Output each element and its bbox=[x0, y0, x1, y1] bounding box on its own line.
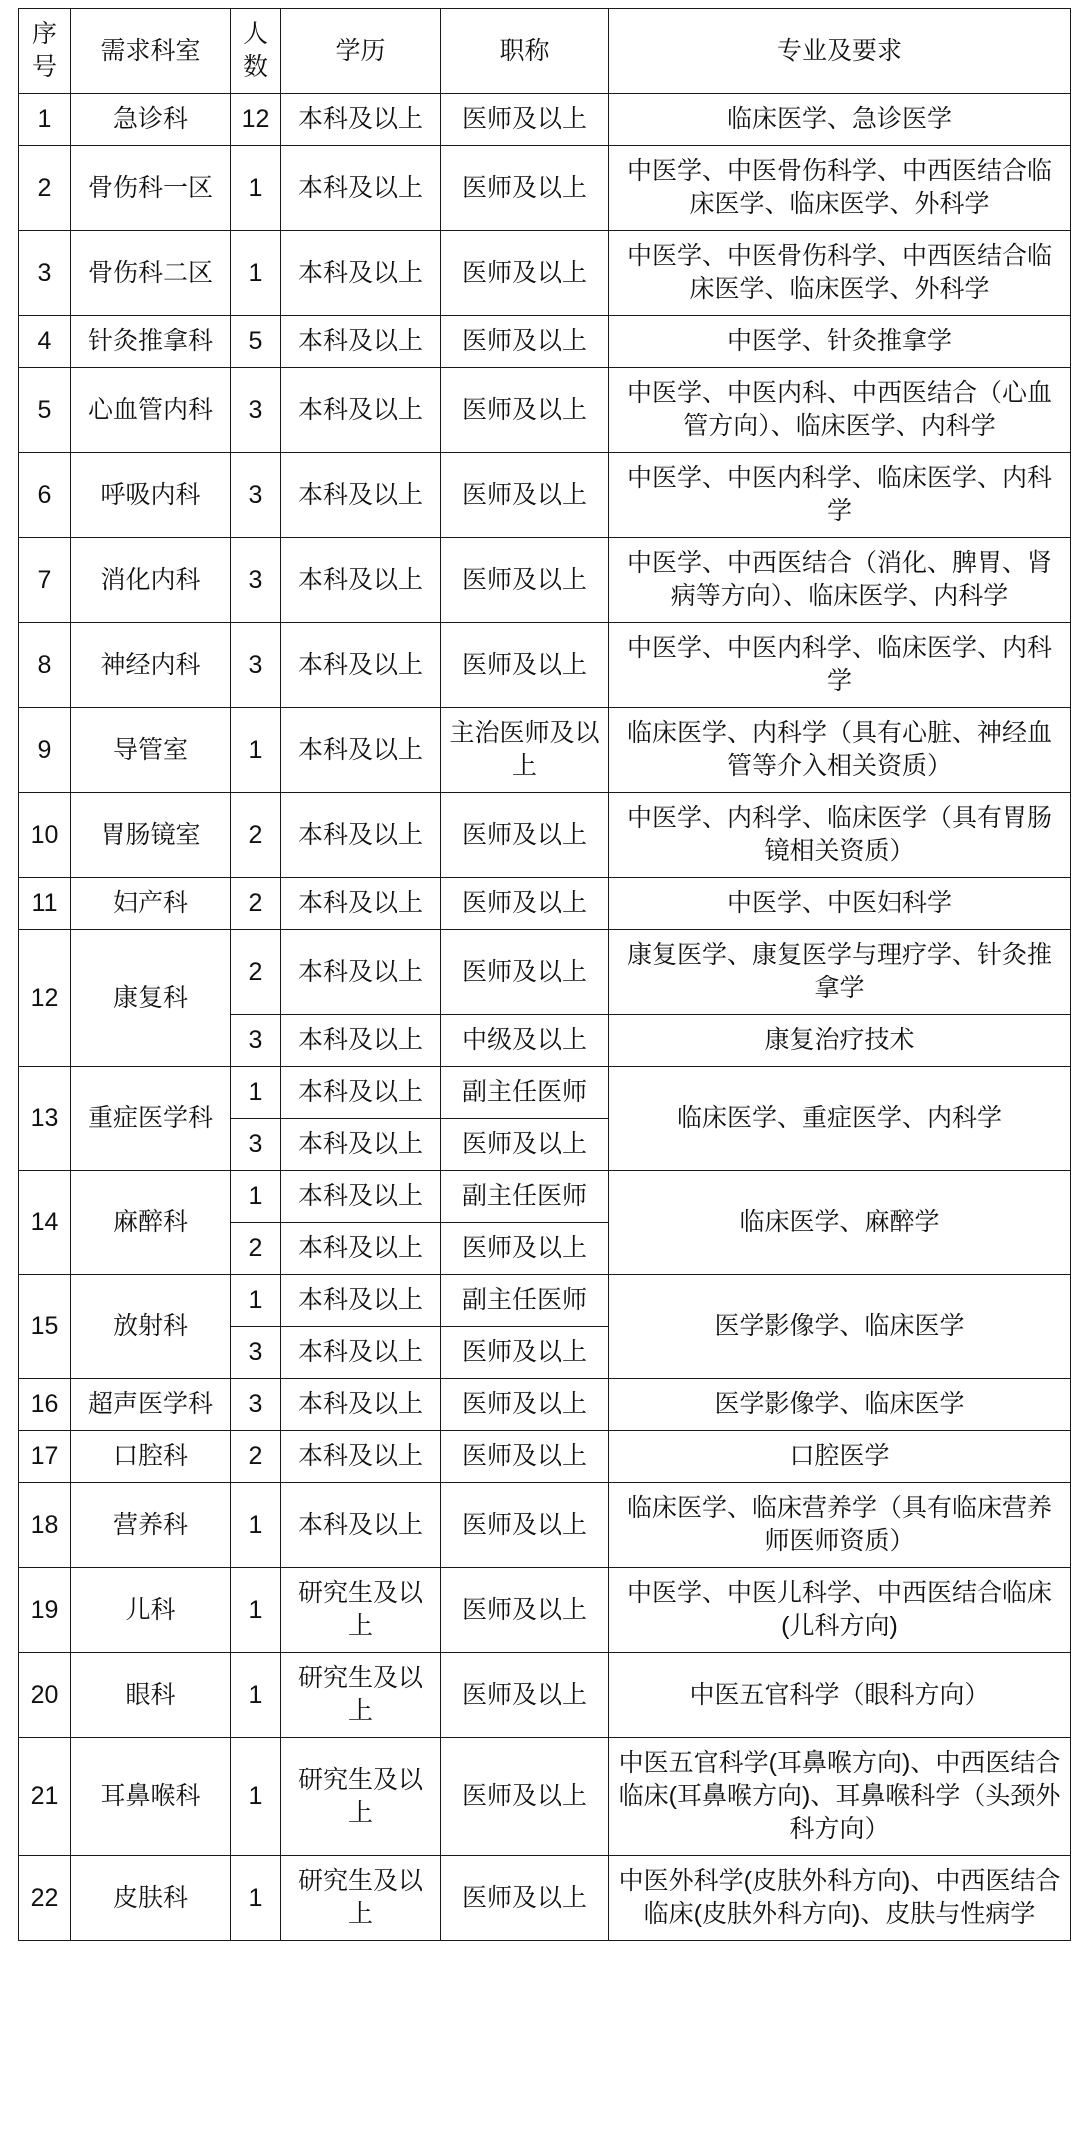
cell-department: 消化内科 bbox=[71, 538, 231, 623]
cell-headcount: 1 bbox=[231, 231, 281, 316]
cell-headcount: 1 bbox=[231, 708, 281, 793]
cell-education: 本科及以上 bbox=[281, 1483, 441, 1568]
cell-major-requirements: 中医学、内科学、临床医学（具有胃肠镜相关资质） bbox=[609, 793, 1071, 878]
cell-seq: 9 bbox=[19, 708, 71, 793]
cell-job-title: 医师及以上 bbox=[441, 1856, 609, 1941]
cell-education: 本科及以上 bbox=[281, 538, 441, 623]
cell-seq: 4 bbox=[19, 316, 71, 368]
cell-major-requirements: 中医学、中医内科、中西医结合（心血管方向）、临床医学、内科学 bbox=[609, 368, 1071, 453]
table-header bbox=[19, 9, 1071, 94]
table-row bbox=[19, 878, 1071, 930]
column-header-edu: 学历 bbox=[281, 9, 441, 94]
cell-major-requirements: 康复治疗技术 bbox=[609, 1015, 1071, 1067]
cell-seq: 12 bbox=[19, 930, 71, 1067]
cell-job-title: 医师及以上 bbox=[441, 930, 609, 1015]
cell-job-title: 医师及以上 bbox=[441, 1483, 609, 1568]
cell-job-title: 医师及以上 bbox=[441, 793, 609, 878]
cell-department: 针灸推拿科 bbox=[71, 316, 231, 368]
cell-job-title: 医师及以上 bbox=[441, 538, 609, 623]
cell-job-title: 医师及以上 bbox=[441, 368, 609, 453]
cell-job-title: 医师及以上 bbox=[441, 1738, 609, 1856]
cell-job-title: 医师及以上 bbox=[441, 146, 609, 231]
cell-education: 本科及以上 bbox=[281, 146, 441, 231]
cell-job-title: 中级及以上 bbox=[441, 1015, 609, 1067]
cell-job-title: 医师及以上 bbox=[441, 1327, 609, 1379]
cell-seq: 18 bbox=[19, 1483, 71, 1568]
cell-seq: 11 bbox=[19, 878, 71, 930]
cell-seq: 14 bbox=[19, 1171, 71, 1275]
table-row bbox=[19, 1379, 1071, 1431]
cell-seq: 15 bbox=[19, 1275, 71, 1379]
table-row bbox=[19, 1275, 1071, 1327]
cell-headcount: 1 bbox=[231, 1738, 281, 1856]
cell-headcount: 2 bbox=[231, 878, 281, 930]
cell-education: 本科及以上 bbox=[281, 1223, 441, 1275]
cell-job-title: 主治医师及以上 bbox=[441, 708, 609, 793]
table-body bbox=[19, 94, 1071, 1941]
cell-education: 本科及以上 bbox=[281, 316, 441, 368]
cell-major-requirements: 中医学、中医内科学、临床医学、内科学 bbox=[609, 453, 1071, 538]
cell-headcount: 3 bbox=[231, 623, 281, 708]
recruitment-table bbox=[18, 8, 1071, 1941]
cell-headcount: 3 bbox=[231, 368, 281, 453]
table-row bbox=[19, 1738, 1071, 1856]
cell-headcount: 1 bbox=[231, 1483, 281, 1568]
cell-job-title: 副主任医师 bbox=[441, 1171, 609, 1223]
cell-department: 超声医学科 bbox=[71, 1379, 231, 1431]
cell-headcount: 1 bbox=[231, 1856, 281, 1941]
cell-major-requirements: 临床医学、急诊医学 bbox=[609, 94, 1071, 146]
table-row bbox=[19, 368, 1071, 453]
table-header-row bbox=[19, 9, 1071, 94]
cell-department: 胃肠镜室 bbox=[71, 793, 231, 878]
cell-headcount: 3 bbox=[231, 538, 281, 623]
column-header-dept: 需求科室 bbox=[71, 9, 231, 94]
cell-job-title: 医师及以上 bbox=[441, 623, 609, 708]
cell-department: 口腔科 bbox=[71, 1431, 231, 1483]
cell-department: 皮肤科 bbox=[71, 1856, 231, 1941]
cell-seq: 6 bbox=[19, 453, 71, 538]
cell-job-title: 医师及以上 bbox=[441, 1653, 609, 1738]
cell-major-requirements: 中医学、中医骨伤科学、中西医结合临床医学、临床医学、外科学 bbox=[609, 146, 1071, 231]
cell-major-requirements: 中医学、中医妇科学 bbox=[609, 878, 1071, 930]
cell-job-title: 医师及以上 bbox=[441, 94, 609, 146]
cell-seq: 10 bbox=[19, 793, 71, 878]
cell-department: 骨伤科二区 bbox=[71, 231, 231, 316]
cell-headcount: 1 bbox=[231, 1653, 281, 1738]
cell-major-requirements: 口腔医学 bbox=[609, 1431, 1071, 1483]
cell-job-title: 副主任医师 bbox=[441, 1067, 609, 1119]
cell-education: 本科及以上 bbox=[281, 878, 441, 930]
cell-education: 研究生及以上 bbox=[281, 1738, 441, 1856]
cell-headcount: 1 bbox=[231, 1171, 281, 1223]
cell-department: 骨伤科一区 bbox=[71, 146, 231, 231]
cell-job-title: 医师及以上 bbox=[441, 1223, 609, 1275]
cell-education: 本科及以上 bbox=[281, 623, 441, 708]
cell-seq: 2 bbox=[19, 146, 71, 231]
cell-department: 急诊科 bbox=[71, 94, 231, 146]
cell-headcount: 3 bbox=[231, 1119, 281, 1171]
cell-headcount: 12 bbox=[231, 94, 281, 146]
cell-job-title: 医师及以上 bbox=[441, 231, 609, 316]
cell-education: 研究生及以上 bbox=[281, 1856, 441, 1941]
cell-department: 呼吸内科 bbox=[71, 453, 231, 538]
table-row bbox=[19, 316, 1071, 368]
column-header-num: 人数 bbox=[231, 9, 281, 94]
cell-seq: 7 bbox=[19, 538, 71, 623]
cell-job-title: 医师及以上 bbox=[441, 1431, 609, 1483]
table-row bbox=[19, 1856, 1071, 1941]
cell-department: 儿科 bbox=[71, 1568, 231, 1653]
table-row bbox=[19, 623, 1071, 708]
cell-department: 心血管内科 bbox=[71, 368, 231, 453]
cell-job-title: 医师及以上 bbox=[441, 453, 609, 538]
cell-seq: 19 bbox=[19, 1568, 71, 1653]
cell-headcount: 1 bbox=[231, 1275, 281, 1327]
cell-department: 神经内科 bbox=[71, 623, 231, 708]
cell-headcount: 2 bbox=[231, 1223, 281, 1275]
cell-seq: 1 bbox=[19, 94, 71, 146]
cell-headcount: 2 bbox=[231, 793, 281, 878]
cell-major-requirements: 中医五官科学(耳鼻喉方向)、中西医结合临床(耳鼻喉方向)、耳鼻喉科学（头颈外科方向） bbox=[609, 1738, 1071, 1856]
cell-department: 营养科 bbox=[71, 1483, 231, 1568]
cell-seq: 17 bbox=[19, 1431, 71, 1483]
cell-seq: 21 bbox=[19, 1738, 71, 1856]
cell-major-requirements: 中医五官科学（眼科方向） bbox=[609, 1653, 1071, 1738]
cell-headcount: 3 bbox=[231, 1327, 281, 1379]
cell-department: 放射科 bbox=[71, 1275, 231, 1379]
cell-seq: 13 bbox=[19, 1067, 71, 1171]
cell-headcount: 2 bbox=[231, 1431, 281, 1483]
cell-major-requirements: 中医学、中医骨伤科学、中西医结合临床医学、临床医学、外科学 bbox=[609, 231, 1071, 316]
cell-headcount: 1 bbox=[231, 146, 281, 231]
table-row bbox=[19, 94, 1071, 146]
cell-major-requirements: 康复医学、康复医学与理疗学、针灸推拿学 bbox=[609, 930, 1071, 1015]
cell-major-requirements: 中医外科学(皮肤外科方向)、中西医结合临床(皮肤外科方向)、皮肤与性病学 bbox=[609, 1856, 1071, 1941]
cell-education: 本科及以上 bbox=[281, 368, 441, 453]
cell-department: 眼科 bbox=[71, 1653, 231, 1738]
cell-seq: 5 bbox=[19, 368, 71, 453]
cell-job-title: 医师及以上 bbox=[441, 1379, 609, 1431]
cell-education: 本科及以上 bbox=[281, 231, 441, 316]
cell-headcount: 5 bbox=[231, 316, 281, 368]
cell-seq: 16 bbox=[19, 1379, 71, 1431]
cell-department: 康复科 bbox=[71, 930, 231, 1067]
cell-education: 研究生及以上 bbox=[281, 1653, 441, 1738]
cell-education: 本科及以上 bbox=[281, 1067, 441, 1119]
cell-department: 耳鼻喉科 bbox=[71, 1738, 231, 1856]
cell-major-requirements: 医学影像学、临床医学 bbox=[609, 1379, 1071, 1431]
cell-education: 研究生及以上 bbox=[281, 1568, 441, 1653]
cell-job-title: 医师及以上 bbox=[441, 878, 609, 930]
cell-job-title: 医师及以上 bbox=[441, 316, 609, 368]
cell-job-title: 医师及以上 bbox=[441, 1119, 609, 1171]
cell-education: 本科及以上 bbox=[281, 793, 441, 878]
cell-education: 本科及以上 bbox=[281, 1431, 441, 1483]
table-row bbox=[19, 453, 1071, 538]
table-row bbox=[19, 793, 1071, 878]
cell-headcount: 1 bbox=[231, 1568, 281, 1653]
cell-major-requirements: 中医学、中医儿科学、中西医结合临床(儿科方向) bbox=[609, 1568, 1071, 1653]
cell-education: 本科及以上 bbox=[281, 1171, 441, 1223]
cell-education: 本科及以上 bbox=[281, 1327, 441, 1379]
table-row bbox=[19, 1067, 1071, 1119]
cell-seq: 3 bbox=[19, 231, 71, 316]
cell-education: 本科及以上 bbox=[281, 1379, 441, 1431]
column-header-major: 专业及要求 bbox=[609, 9, 1071, 94]
cell-job-title: 副主任医师 bbox=[441, 1275, 609, 1327]
cell-education: 本科及以上 bbox=[281, 930, 441, 1015]
table-row bbox=[19, 930, 1071, 1015]
cell-education: 本科及以上 bbox=[281, 453, 441, 538]
cell-seq: 20 bbox=[19, 1653, 71, 1738]
cell-department: 重症医学科 bbox=[71, 1067, 231, 1171]
table-row bbox=[19, 1568, 1071, 1653]
cell-major-requirements: 临床医学、麻醉学 bbox=[609, 1171, 1071, 1275]
table-row bbox=[19, 1483, 1071, 1568]
cell-education: 本科及以上 bbox=[281, 1015, 441, 1067]
cell-headcount: 2 bbox=[231, 930, 281, 1015]
cell-education: 本科及以上 bbox=[281, 1275, 441, 1327]
cell-job-title: 医师及以上 bbox=[441, 1568, 609, 1653]
cell-department: 麻醉科 bbox=[71, 1171, 231, 1275]
cell-headcount: 3 bbox=[231, 1015, 281, 1067]
table-row bbox=[19, 146, 1071, 231]
table-row bbox=[19, 1653, 1071, 1738]
cell-education: 本科及以上 bbox=[281, 1119, 441, 1171]
table-row bbox=[19, 538, 1071, 623]
cell-seq: 8 bbox=[19, 623, 71, 708]
table-row bbox=[19, 231, 1071, 316]
cell-headcount: 1 bbox=[231, 1067, 281, 1119]
cell-headcount: 3 bbox=[231, 1379, 281, 1431]
cell-major-requirements: 临床医学、临床营养学（具有临床营养师医师资质） bbox=[609, 1483, 1071, 1568]
cell-major-requirements: 医学影像学、临床医学 bbox=[609, 1275, 1071, 1379]
table-row bbox=[19, 708, 1071, 793]
cell-education: 本科及以上 bbox=[281, 94, 441, 146]
cell-major-requirements: 中医学、中医内科学、临床医学、内科学 bbox=[609, 623, 1071, 708]
cell-major-requirements: 临床医学、内科学（具有心脏、神经血管等介入相关资质） bbox=[609, 708, 1071, 793]
cell-major-requirements: 临床医学、重症医学、内科学 bbox=[609, 1067, 1071, 1171]
cell-department: 导管室 bbox=[71, 708, 231, 793]
cell-department: 妇产科 bbox=[71, 878, 231, 930]
column-header-title: 职称 bbox=[441, 9, 609, 94]
cell-headcount: 3 bbox=[231, 453, 281, 538]
table-row bbox=[19, 1431, 1071, 1483]
cell-seq: 22 bbox=[19, 1856, 71, 1941]
column-header-seq: 序号 bbox=[19, 9, 71, 94]
cell-major-requirements: 中医学、中西医结合（消化、脾胃、肾病等方向）、临床医学、内科学 bbox=[609, 538, 1071, 623]
cell-education: 本科及以上 bbox=[281, 708, 441, 793]
table-row bbox=[19, 1171, 1071, 1223]
cell-major-requirements: 中医学、针灸推拿学 bbox=[609, 316, 1071, 368]
